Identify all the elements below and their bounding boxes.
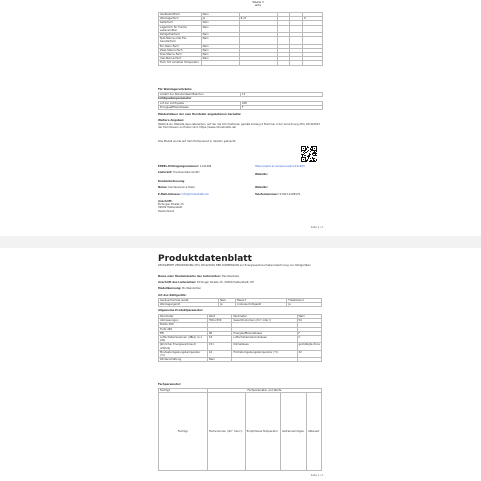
device-r1: Ja bbox=[219, 303, 236, 307]
param-label: Abmessungen bbox=[159, 319, 208, 323]
device-r2: Anderes Kühlgerät bbox=[236, 303, 287, 307]
address-line-2: 32009 Halberstadt bbox=[158, 206, 183, 210]
param-value: Höhe 830 bbox=[207, 319, 231, 323]
row-cell: Nein bbox=[201, 37, 239, 44]
address-line-3: Deutschland bbox=[158, 209, 175, 213]
model-id-value: Bn-Weinkühler bbox=[182, 287, 202, 291]
page-footer-2: Seite 2 / 2 bbox=[310, 226, 323, 229]
light-class-value: F bbox=[241, 106, 323, 110]
row-cell bbox=[201, 61, 239, 65]
service-label: Kundenbetreuung bbox=[158, 180, 185, 183]
wine-row-value: 13 bbox=[241, 93, 323, 97]
comp-h1: Fachparameter und Werte bbox=[207, 389, 321, 393]
param-value: Nein bbox=[207, 358, 231, 362]
address-label: Anschrift: bbox=[158, 200, 173, 203]
wine-row-label: Anzahl der Standardweinflaschen bbox=[159, 93, 241, 97]
top-header-line1: Tabelle 3 bbox=[252, 1, 264, 4]
info-text: Weblink zur Website des Lieferanten, auf der die Informationen gemäß Anhang II Nummer 4 der Verordnung (EU) 2019/2023 der Kommission zu finden sind: https://www.climadiretto.de/ bbox=[158, 123, 320, 130]
row-cell bbox=[277, 25, 290, 32]
row-cell: Nein bbox=[201, 53, 239, 57]
row-cell bbox=[303, 37, 323, 44]
row-cell: Nein bbox=[201, 33, 239, 37]
comp-type: Fachtyp bbox=[159, 393, 208, 471]
comp-h0: Fachtyp bbox=[159, 389, 208, 393]
page-separator bbox=[0, 236, 481, 248]
general-params-table bbox=[158, 314, 322, 362]
table-row bbox=[159, 336, 322, 343]
row-label: Ein-Stern-Fach bbox=[159, 44, 202, 48]
device-h1: Nein bbox=[219, 299, 236, 303]
param-h0: Parameter bbox=[159, 315, 208, 319]
row-cell bbox=[239, 61, 277, 65]
row-cell: 8-27 bbox=[239, 17, 277, 21]
light-table bbox=[158, 101, 323, 110]
table-row bbox=[159, 358, 322, 362]
row-label: Kühlgefrierfach bbox=[159, 33, 202, 37]
row-label: Null-Sterne-oder Eis-bereiterfach bbox=[159, 37, 202, 44]
page-title: Produktdatenblatt bbox=[158, 254, 252, 264]
param-label bbox=[232, 358, 297, 362]
supplier-name-label: Name oder Handelsmarke des Lieferanten: bbox=[158, 275, 221, 278]
page-subtitle: DELEGIERTE VERORDNUNG (EU) 2019/2016 DER KOMMISSION zur Energieverbrauchskennzeichnung von Kühlgeräten bbox=[158, 264, 311, 267]
param-value: 32 bbox=[297, 350, 321, 357]
email-label: E-Mail-Adresse: bbox=[158, 193, 181, 196]
param-label: Gesamtvolumen (dm³ oder l) bbox=[232, 319, 297, 323]
param-label: Breite 480 bbox=[159, 323, 208, 327]
device-h2: Bauart bbox=[236, 299, 287, 303]
light-type-label: Art der Lichtquelle bbox=[159, 102, 241, 106]
qr-link[interactable]: https://eprel.ec.europa.eu/qr/1141484 bbox=[255, 165, 305, 168]
top-header-line2: aktiv bbox=[254, 4, 262, 8]
info-label: Weitere Angaben: bbox=[158, 119, 185, 122]
light-type-value: LED bbox=[241, 102, 323, 106]
row-label: Fach mit variabler Temperatur bbox=[159, 61, 202, 65]
table-row bbox=[159, 350, 322, 357]
row-cell bbox=[290, 61, 303, 65]
row-cell bbox=[303, 25, 323, 32]
device-h0: Geräuscharmes Gerät bbox=[159, 299, 219, 303]
param-value: 151 bbox=[207, 343, 231, 350]
name-value: Kundenservice Team bbox=[168, 186, 195, 189]
row-cell: Nein bbox=[201, 48, 239, 52]
page-footer-1: Seite 1 / 2 bbox=[310, 474, 323, 477]
general-params-label: Allgemeine Produktparameter: bbox=[158, 309, 204, 312]
supplier-name-value: Trendsentiale bbox=[221, 275, 239, 278]
param-h2: Parameter bbox=[232, 315, 297, 319]
supplier-value: Trendsentiale GmbH bbox=[173, 171, 200, 174]
comp-freezing: Gefriervermögen bbox=[281, 393, 307, 471]
row-label: Vier-Sterne-Fach bbox=[159, 57, 202, 61]
param-label: EEI bbox=[159, 331, 208, 335]
row-label: Gerätekühlfach bbox=[159, 13, 202, 17]
row-label: Kellerfach bbox=[159, 21, 202, 25]
param-value: gemäßigte Zone bbox=[297, 343, 321, 350]
param-label: Jährlicher Energieverbrauch (kWh/a) bbox=[159, 343, 208, 350]
row-cell: Nein bbox=[201, 25, 239, 32]
reference-note: Das Modell wurde auf dem Erstversand in Verkehr gebracht. bbox=[158, 140, 237, 143]
row-label: Drei-Sterne-Fach bbox=[159, 53, 202, 57]
device-r3: Ja bbox=[287, 303, 322, 307]
supplier-address-label: Anschrift des Lieferanten: bbox=[158, 281, 197, 285]
param-label: Höchstumgebungstemperatur (°C) bbox=[232, 350, 297, 357]
param-value: F bbox=[297, 331, 321, 335]
param-label: Energieeffizienzklasse bbox=[232, 331, 297, 335]
table-row bbox=[159, 61, 323, 65]
eprel-label: EPREL-Eintragungsnummer: bbox=[158, 165, 200, 168]
device-type-table bbox=[158, 298, 322, 307]
row-cell: Nein bbox=[201, 21, 239, 25]
name-label: Name: bbox=[158, 186, 168, 189]
param-h1: Wert bbox=[207, 315, 231, 319]
website-label: Website: bbox=[255, 173, 268, 176]
param-label: Luftschallemissionsklasse bbox=[232, 336, 297, 343]
param-label: Tiefe 460 bbox=[159, 327, 208, 331]
compartment-table bbox=[158, 12, 323, 66]
param-label: Winterschaltung bbox=[159, 358, 208, 362]
compartment-params-table bbox=[158, 388, 322, 471]
row-cell bbox=[290, 37, 303, 44]
row-cell: Nein bbox=[201, 13, 239, 17]
row-cell bbox=[239, 25, 277, 32]
row-cell: 6 bbox=[303, 17, 323, 21]
row-cell bbox=[277, 37, 290, 44]
comp-volume: Fachvolumen (dm³ oder l) bbox=[207, 393, 245, 471]
device-type-label: Art des Kühlgeräts: bbox=[158, 293, 187, 297]
device-r0: Weinlagergerät bbox=[159, 303, 219, 307]
supplier-label: Lieferant: bbox=[158, 171, 173, 174]
row-cell bbox=[290, 25, 303, 32]
row-cell bbox=[303, 61, 323, 65]
comp-temperature: Empfohlene Temperatur bbox=[245, 393, 280, 471]
wine-section-label: Für Weinlagerschränke bbox=[158, 88, 192, 91]
compartment-params-label: Fachparameter: bbox=[158, 383, 182, 386]
row-cell: Nein bbox=[201, 44, 239, 48]
light-section-label: Lichtquellenparameter bbox=[158, 97, 192, 100]
model-id-label: Modellkennung: bbox=[158, 287, 182, 291]
website-label-2: Website: bbox=[255, 186, 268, 189]
phone-label: Telefonnummer: bbox=[255, 193, 279, 196]
warranty-label: Mindestdauer der vom Hersteller angebotenen Garantie: bbox=[158, 113, 242, 116]
eprel-value: 1141484 bbox=[199, 165, 212, 168]
row-cell bbox=[239, 37, 277, 44]
param-value: C bbox=[297, 336, 321, 343]
phone-value: 07943-2188170 bbox=[279, 193, 301, 196]
param-value: 10 bbox=[207, 350, 231, 357]
param-label: Mindestumgebungstemperatur (°C) bbox=[159, 350, 208, 357]
param-value: 96 bbox=[207, 331, 231, 335]
table-row bbox=[159, 25, 323, 32]
param-label: Luftschallemissionen (dB(A) re 1 pW) bbox=[159, 336, 208, 343]
param-h3: Wert bbox=[297, 315, 321, 319]
table-row bbox=[159, 343, 322, 350]
document-page-1 bbox=[155, 248, 326, 481]
row-label: Zwei-Sterne-Fach bbox=[159, 48, 202, 52]
param-label: Klimaklasse bbox=[232, 343, 297, 350]
document-page-2 bbox=[155, 0, 326, 236]
row-label: Lagerfach für frische Lebensmittel bbox=[159, 25, 202, 32]
device-h3: Freistehend bbox=[287, 299, 322, 303]
row-label: Weinlagerfach bbox=[159, 17, 202, 21]
row-cell: Ja bbox=[201, 17, 239, 21]
row-cell bbox=[277, 61, 290, 65]
address-line-1: Elchinger Straße 15 bbox=[158, 203, 184, 207]
table-row bbox=[159, 37, 323, 44]
comp-defrost: Abtauart bbox=[307, 393, 322, 471]
email-link[interactable]: info@climadiretto.de bbox=[181, 193, 209, 196]
qr-code-icon bbox=[301, 146, 317, 162]
supplier-address-value: Elchinger Straße 15, 32009 Halberstadt, DE bbox=[197, 281, 254, 285]
row-cell: Nein bbox=[201, 57, 239, 61]
param-value bbox=[297, 358, 321, 362]
light-class-label: Energieeffizienzklasse bbox=[159, 106, 241, 110]
param-value: 43 bbox=[207, 336, 231, 343]
param-value: 54 bbox=[297, 319, 321, 323]
